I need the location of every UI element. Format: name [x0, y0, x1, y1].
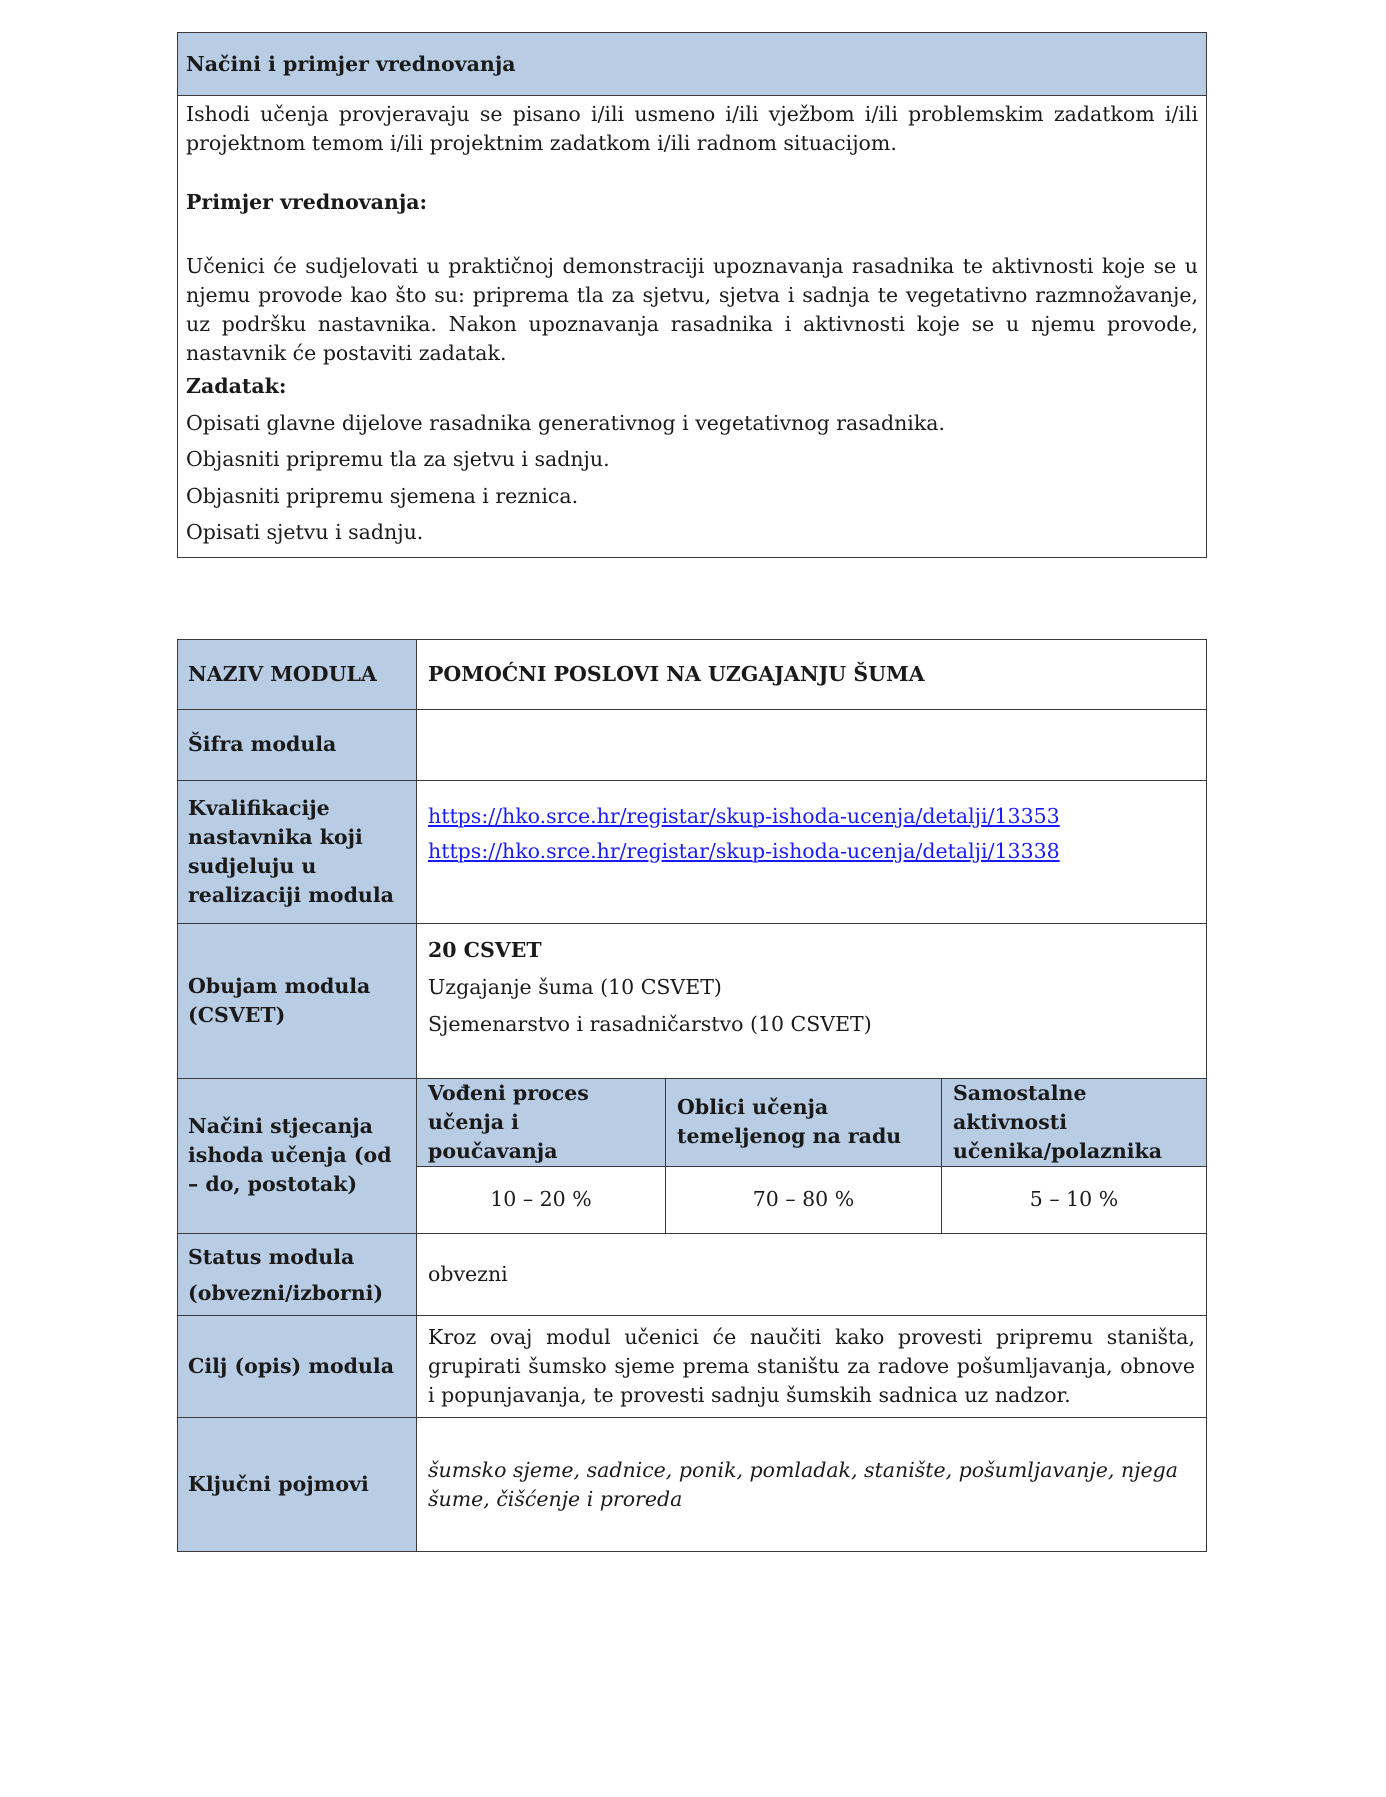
- scope-part: Uzgajanje šuma (10 CSVET): [428, 974, 722, 999]
- task-item: Objasniti pripremu tla za sjetvu i sadnju.: [186, 447, 610, 471]
- module-table: [177, 639, 1207, 1553]
- scope-label: Obujam modula (CSVET): [178, 923, 417, 1078]
- evaluation-header: Načini i primjer vrednovanja: [178, 33, 1207, 96]
- task-list: [186, 368, 1198, 551]
- scope-value: [417, 923, 1207, 1078]
- keywords-value: šumsko sjeme, sadnice, ponik, pomladak, stanište, pošumljavanje, njega šume, čišćenje i proreda: [417, 1418, 1207, 1552]
- task-heading: Zadatak:: [186, 374, 287, 398]
- status-value: obvezni: [417, 1234, 1207, 1316]
- module-code-label: Šifra modula: [178, 709, 417, 780]
- qualifications-value: [417, 780, 1207, 923]
- task-item: Opisati sjetvu i sadnju.: [186, 520, 424, 544]
- row-methods: [178, 1078, 1207, 1234]
- row-module-code: [178, 709, 1207, 780]
- task-item: Objasniti pripremu sjemena i reznica.: [186, 483, 579, 508]
- example-text: Učenici će sudjelovati u praktičnoj demonstraciji upoznavanja rasadnika te aktivnosti koje se u njemu provode kao što su: priprema tla za sjetvu, sjetva i sadnja te vegetativno razmnožavanje, uz podršku nastavnika. Nakon upoznavanja rasadnika i aktivnosti koje se u njemu provode, nastavnik će postaviti zadatak.: [186, 254, 1198, 365]
- row-module-name: [178, 639, 1207, 709]
- methods-table: [417, 1079, 1206, 1234]
- evaluation-intro: Ishodi učenja provjeravaju se pisano i/ili usmeno i/ili vježbom i/ili problemskim zadatkom i/ili projektnom temom i/ili projektnim zadatkom i/ili radnom situacijom.: [186, 102, 1198, 155]
- goal-value: Kroz ovaj modul učenici će naučiti kako provesti pripremu staništa, grupirati šumsko sjeme prema staništu za radove pošumljavanja, obnove i popunjavanja, te provesti sadnju šumskih sadnica uz nadzor.: [417, 1316, 1207, 1418]
- status-label: Status modula (obvezni/izborni): [178, 1234, 417, 1316]
- method-header: Vođeni proces učenja i poučavanja: [417, 1079, 666, 1167]
- keywords-label: Ključni pojmovi: [178, 1418, 417, 1552]
- module-name-label: NAZIV MODULA: [178, 639, 417, 709]
- row-qualifications: [178, 780, 1207, 923]
- module-name-value: POMOĆNI POSLOVI NA UZGAJANJU ŠUMA: [417, 639, 1207, 709]
- scope-total: 20 CSVET: [428, 937, 542, 962]
- method-value: 5 – 10 %: [942, 1166, 1207, 1233]
- row-status: [178, 1234, 1207, 1316]
- row-goal: [178, 1316, 1207, 1418]
- evaluation-body: [178, 96, 1207, 558]
- row-keywords: [178, 1418, 1207, 1552]
- goal-label: Cilj (opis) modula: [178, 1316, 417, 1418]
- document-page: [177, 32, 1207, 1552]
- method-value: 70 – 80 %: [666, 1166, 942, 1233]
- scope-part: Sjemenarstvo i rasadničarstvo (10 CSVET): [428, 1011, 872, 1036]
- method-header: Samostalne aktivnosti učenika/polaznika: [942, 1079, 1207, 1167]
- row-scope: [178, 923, 1207, 1078]
- module-code-value: [417, 709, 1207, 780]
- methods-label: Načini stjecanja ishoda učenja (od – do, postotak): [178, 1078, 417, 1234]
- method-header: Oblici učenja temeljenog na radu: [666, 1079, 942, 1167]
- evaluation-table: [177, 32, 1207, 558]
- methods-cell: [417, 1078, 1207, 1234]
- task-item: Opisati glavne dijelove rasadnika generativnog i vegetativnog rasadnika.: [186, 410, 946, 435]
- qualifications-label: Kvalifikacije nastavnika koji sudjeluju u realizaciji modula: [178, 780, 417, 923]
- qualification-link-2[interactable]: https://hko.srce.hr/registar/skup-ishoda-ucenja/detalji/13338: [428, 838, 1060, 863]
- method-value: 10 – 20 %: [417, 1166, 666, 1233]
- qualification-link-1[interactable]: https://hko.srce.hr/registar/skup-ishoda-ucenja/detalji/13353: [428, 803, 1060, 828]
- example-heading: Primjer vrednovanja:: [186, 190, 428, 214]
